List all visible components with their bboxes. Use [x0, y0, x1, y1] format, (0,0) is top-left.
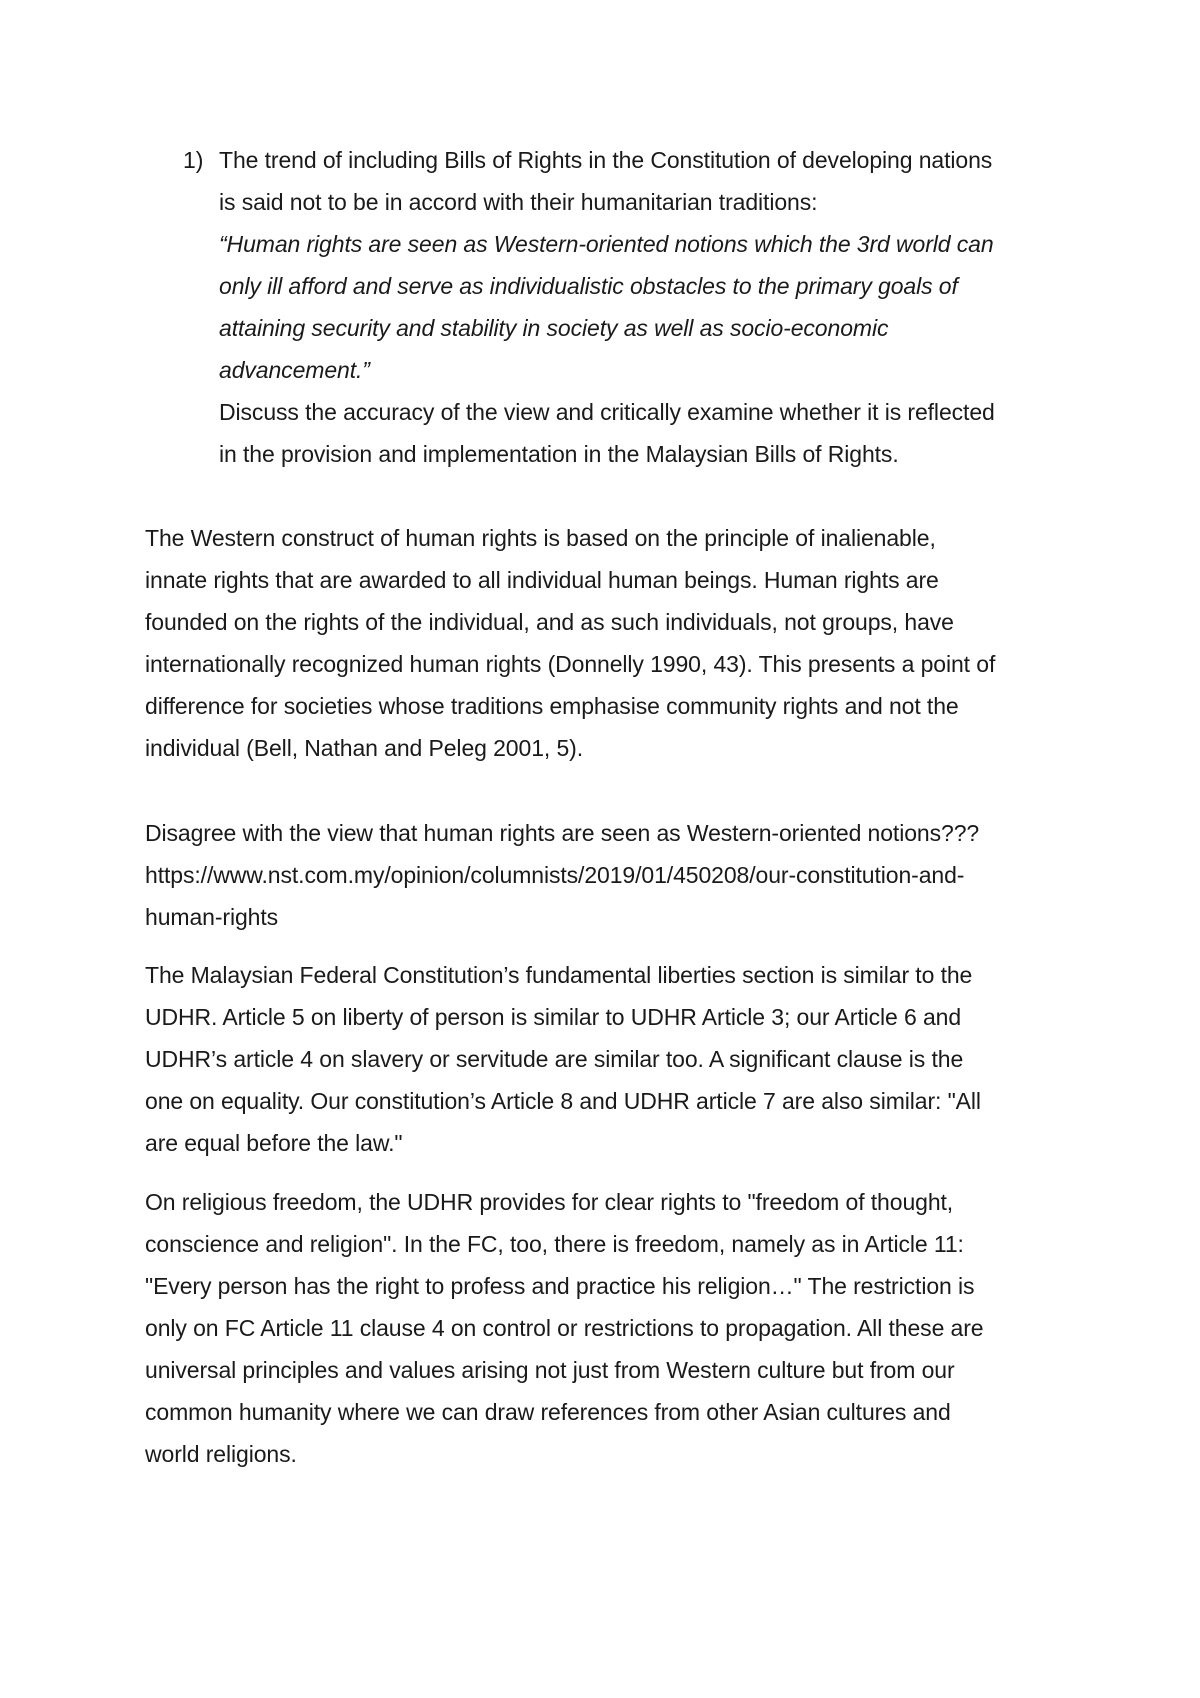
paragraph-line: only on FC Article 11 clause 4 on control or restrictions to propagation. All these are [145, 1315, 984, 1341]
reference-url-line: https://www.nst.com.my/opinion/columnists/2019/01/450208/our-constitution-and- [145, 862, 965, 888]
question-intro-line: The trend of including Bills of Rights in the Constitution of developing nations [219, 147, 993, 173]
paragraph-line: universal principles and values arising not just from Western culture but from our [145, 1357, 955, 1383]
paragraph-line: UDHR’s article 4 on slavery or servitude are similar too. A significant clause is the [145, 1046, 964, 1072]
paragraph-line: UDHR. Article 5 on liberty of person is similar to UDHR Article 3; our Article 6 and [145, 1004, 962, 1030]
paragraph-disagree-link [145, 812, 1065, 938]
paragraph-line: are equal before the law." [145, 1130, 403, 1156]
question-task-line: Discuss the accuracy of the view and critically examine whether it is reflected [219, 399, 995, 425]
question-body [219, 139, 1064, 475]
paragraph-line: On religious freedom, the UDHR provides for clear rights to "freedom of thought, [145, 1189, 954, 1215]
question-intro-line: is said not to be in accord with their humanitarian traditions: [219, 189, 818, 215]
paragraph-line: The Western construct of human rights is based on the principle of inalienable, [145, 525, 936, 551]
question-quote-line: advancement.” [219, 357, 370, 383]
paragraph-federal-constitution [145, 954, 1065, 1164]
paragraph-line: common humanity where we can draw references from other Asian cultures and [145, 1399, 951, 1425]
paragraph-western-construct [145, 517, 1065, 769]
paragraph-line: "Every person has the right to profess and practice his religion…" The restriction is [145, 1273, 975, 1299]
paragraph-line: world religions. [145, 1441, 297, 1467]
paragraph-line: innate rights that are awarded to all individual human beings. Human rights are [145, 567, 939, 593]
question-quote-line: only ill afford and serve as individualistic obstacles to the primary goals of [219, 273, 958, 299]
paragraph-line: The Malaysian Federal Constitution’s fundamental liberties section is similar to the [145, 962, 973, 988]
question-quote-line: attaining security and stability in society as well as socio-economic [219, 315, 889, 341]
paragraph-line: one on equality. Our constitution’s Article 8 and UDHR article 7 are also similar: "All [145, 1088, 981, 1114]
question-task-line: in the provision and implementation in the Malaysian Bills of Rights. [219, 441, 899, 467]
question-quote-line: “Human rights are seen as Western-oriented notions which the 3rd world can [219, 231, 994, 257]
paragraph-line: individual (Bell, Nathan and Peleg 2001, 5). [145, 735, 584, 761]
paragraph-religious-freedom [145, 1181, 1065, 1475]
paragraph-line: Disagree with the view that human rights are seen as Western-oriented notions??? [145, 820, 980, 846]
paragraph-line: founded on the rights of the individual, and as such individuals, not groups, have [145, 609, 954, 635]
paragraph-line: conscience and religion". In the FC, too, there is freedom, namely as in Article 11: [145, 1231, 964, 1257]
question-number: 1) [183, 147, 204, 173]
paragraph-line: internationally recognized human rights (Donnelly 1990, 43). This presents a point of [145, 651, 996, 677]
reference-url-line: human-rights [145, 904, 279, 930]
paragraph-line: difference for societies whose traditions emphasise community rights and not the [145, 693, 959, 719]
